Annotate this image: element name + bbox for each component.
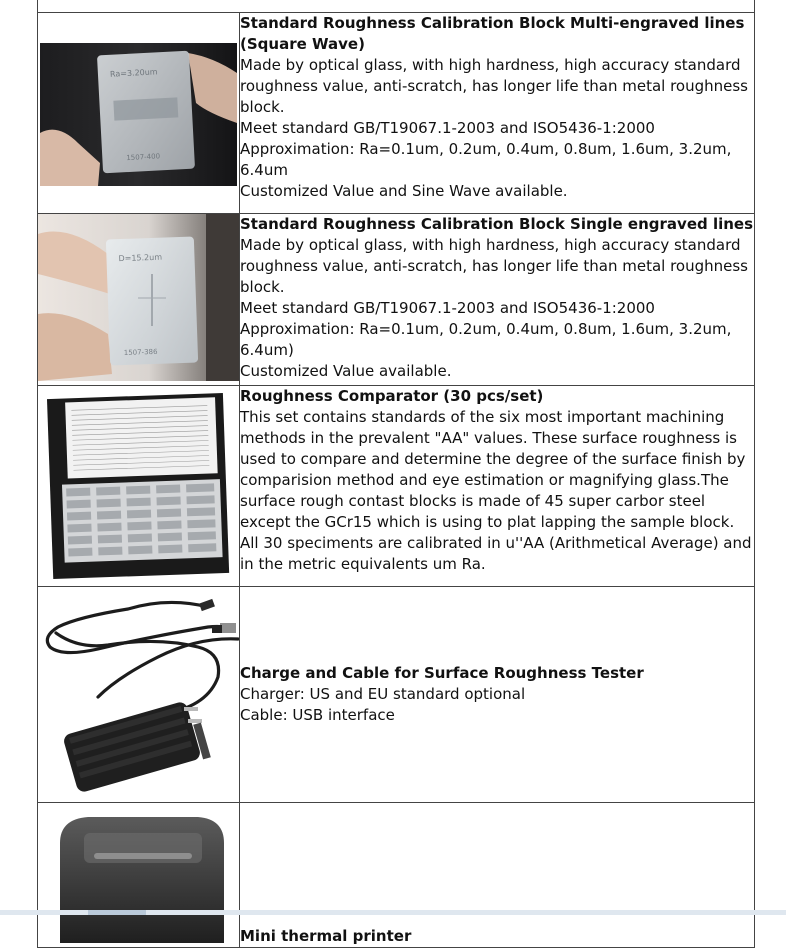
calibration-block-single-line-photo [38, 214, 239, 381]
block-label-serial: 1507-386 [123, 347, 158, 358]
product-description-cell [240, 214, 755, 386]
product-table [37, 12, 755, 948]
product-image-cell [38, 587, 240, 803]
product-title: Standard Roughness Calibration Block Single engraved lines [240, 215, 754, 233]
product-cable-line: Cable: USB interface [240, 706, 395, 724]
product-title: Charge and Cable for Surface Roughness Tester [240, 664, 644, 682]
table-row [38, 386, 755, 587]
product-description-cell [240, 13, 755, 214]
table-row [38, 803, 755, 948]
table-row [38, 214, 755, 386]
product-description-line: Made by optical glass, with high hardness, high accuracy standard roughness value, anti-scratch, has longer life than metal roughness block. [240, 236, 748, 296]
product-approximation-line: Approximation: Ra=0.1um, 0.2um, 0.4um, 0.8um, 1.6um, 3.2um, 6.4um [240, 140, 732, 179]
charger-cable-photo [38, 587, 239, 798]
calibration-block-multi-line-photo [38, 13, 239, 209]
product-sheet [37, 12, 755, 948]
product-image-cell [38, 214, 240, 386]
roughness-comparator-photo [38, 386, 239, 582]
product-custom-line: Customized Value and Sine Wave available. [240, 182, 568, 200]
table-row [38, 13, 755, 214]
product-description-line: This set contains standards of the six most important machining methods in the prevalent "AA" values. These surface roughness is used to compare and determine the degree of the surface finish by comparision method and eye estimation or magnifying glass.The surface rough contast blocks is made of 45 super carbor steel except the GCr15 which is using to plat lapping the sample block. All 30 speciments are calibrated in u''AA (Arithmetical Average) and in the metric equivalents um Ra. [240, 408, 752, 573]
product-description-cell [240, 803, 755, 948]
product-image-cell [38, 386, 240, 587]
scrollbar-thumb[interactable] [88, 910, 146, 915]
block-label-value: D=15.2um [118, 252, 163, 264]
product-description-line: Made by optical glass, with high hardness, high accuracy standard roughness value, anti-scratch, has longer life than metal roughness block. [240, 56, 748, 116]
thermal-printer-photo [38, 803, 239, 943]
block-label-serial: 1507-400 [126, 152, 161, 163]
product-title: Roughness Comparator (30 pcs/set) [240, 387, 544, 405]
product-image-cell [38, 13, 240, 214]
product-description-cell [240, 587, 755, 803]
product-title: Mini thermal printer [240, 927, 412, 945]
horizontal-scrollbar[interactable] [0, 910, 786, 915]
product-description-cell [240, 386, 755, 587]
block-label-value: Ra=3.20um [109, 67, 158, 79]
product-standard-line: Meet standard GB/T19067.1-2003 and ISO5436-1:2000 [240, 119, 655, 137]
product-charger-line: Charger: US and EU standard optional [240, 685, 526, 703]
product-standard-line: Meet standard GB/T19067.1-2003 and ISO5436-1:2000 [240, 299, 655, 317]
product-image-cell [38, 803, 240, 948]
table-top-edge [37, 0, 755, 12]
product-approximation-line: Approximation: Ra=0.1um, 0.2um, 0.4um, 0.8um, 1.6um, 3.2um, 6.4um) [240, 320, 732, 359]
product-custom-line: Customized Value available. [240, 362, 452, 380]
table-row [38, 587, 755, 803]
product-title: Standard Roughness Calibration Block Multi-engraved lines (Square Wave) [240, 14, 745, 53]
